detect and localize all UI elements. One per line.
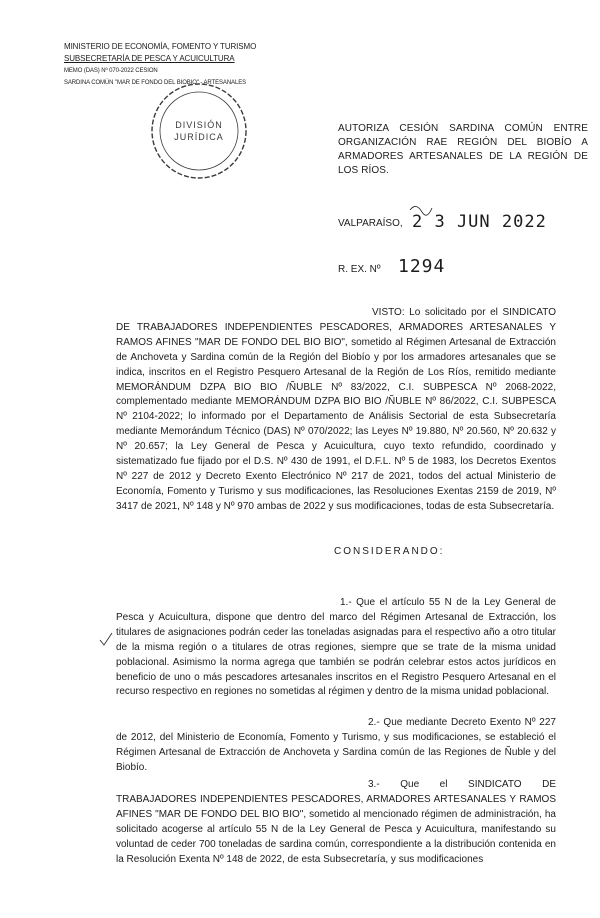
stamp-line-2: JURÍDICA bbox=[174, 132, 224, 142]
considerando-2-text: 2.- Que mediante Decreto Exento Nº 227 de 2012, del Ministerio de Economía, Fomento y Turismo, y sus modificaciones, se estableció el Régimen Artesanal de Extracción de Anchoveta y Sardina común de las Regiones de Ñuble y del Biobío. bbox=[116, 717, 556, 773]
division-juridica-stamp bbox=[148, 80, 250, 182]
considerando-heading: CONSIDERANDO: bbox=[334, 546, 445, 557]
considerando-3 bbox=[116, 778, 556, 867]
ministry-name: MINISTERIO DE ECONOMÍA, FOMENTO Y TURISMO bbox=[64, 42, 257, 51]
resolution-number: 1294 bbox=[398, 256, 446, 277]
considerando-3-text: 3.- Que el SINDICATO DE TRABAJADORES INDEPENDIENTES PESCADORES, ARMADORES ARTESANALES Y RAMOS AFINES "MAR DE FONDO DEL BIO BIO", sometido al mencionado régimen de administración, ha solicitado acogerse al artículo 55 N de la Ley General de Pesca y Acuicultura, manifestando su voluntad de ceder 700 toneladas de sardina común, correspondiente a la distribución contenida en la Resolución Exenta Nº 148 de 2022, de esta Subsecretaría, y sus modificaciones bbox=[116, 779, 556, 865]
visto-text: VISTO: Lo solicitado por el SINDICATO DE TRABAJADORES INDEPENDIENTES PESCADORES, ARMADORES ARTESANALES Y RAMOS AFINES "MAR DE FONDO DEL BIO BIO", sometido al Régimen Artesanal de Extracción de Anchoveta y Sardina común de la Región del Biobío y por los armadores artesanales que se indica, inscritos en el Registro Pesquero Artesanal de la Región de Los Ríos, remitido mediante MEMORÁNDUM DZPA BIO BIO /ÑUBLE Nº 83/2022, C.I. SUBPESCA Nº 2068-2022, complementado mediante MEMORÁNDUM DZPA BIO BIO /ÑUBLE Nº 86/2022, C.I. SUBPESCA Nº 2104-2022; lo informado por el Departamento de Análisis Sectorial de esta Subsecretaría mediante Memorándum Técnico (DAS) Nº 070/2022; las Leyes Nº 19.880, Nº 20.560, Nº 20.632 y Nº 20.657; la Ley General de Pesca y Acuicultura, cuyo texto refundido, coordinado y sistematizado fue fijado por el D.S. Nº 430 de 1991, el D.F.L. Nº 5 de 1983, los Decretos Exentos Nº 227 de 2012 y Decreto Exento Electrónico Nº 217 de 2021, todos del actual Ministerio de Economía, Fomento y Turismo y sus modificaciones, las Resoluciones Exentas 2159 de 2019, Nº 3417 de 2021, Nº 148 y Nº 970 ambas de 2022 y sus modificaciones, todas de esta Subsecretaría. bbox=[116, 307, 556, 512]
subject-reference: SARDINA COMÚN "MAR DE FONDO DEL BIOBIO" - ARTESANALES bbox=[64, 80, 246, 86]
date-stamp: 2 3 JUN 2022 bbox=[412, 212, 547, 232]
resolution-number-label: R. EX. Nº bbox=[338, 264, 381, 275]
resolution-summary: AUTORIZA CESIÓN SARDINA COMÚN ENTRE ORGANIZACIÓN RAE REGIÓN DEL BIOBÍO A ARMADORES ARTESANALES DE LA REGIÓN DE LOS RÍOS. bbox=[338, 123, 588, 176]
margin-checkmark bbox=[100, 633, 112, 645]
memo-reference: MEMO (DAS) Nº 070-2022 CESION bbox=[64, 68, 158, 74]
considerando-1 bbox=[116, 596, 556, 700]
considerando-2 bbox=[116, 716, 556, 776]
considerando-1-text: 1.- Que el artículo 55 N de la Ley General de Pesca y Acuicultura, dispone que dentro del marco del Régimen Artesanal de Extracción, los titulares de asignaciones podrán ceder las toneladas asignadas para el respectivo año a otro titular de la misma región o a titulares de otras regiones, siempre que se trate de la misma unidad poblacional. Asimismo la norma agrega que también se podrán celebrar estos actos jurídicos en beneficio de uno o más pescadores artesanales inscritos en el Registro Pesquero Artesanal en el recurso respectivo en regiones no sometidas al régimen y dentro de la misma unidad poblacional. bbox=[116, 597, 556, 698]
undersecretary-name: SUBSECRETARÍA DE PESCA Y ACUICULTURA bbox=[64, 54, 235, 63]
visto-paragraph bbox=[116, 306, 556, 515]
place-label: VALPARAÍSO, bbox=[338, 218, 403, 229]
stamp-line-1: DIVISIÓN bbox=[175, 120, 223, 130]
